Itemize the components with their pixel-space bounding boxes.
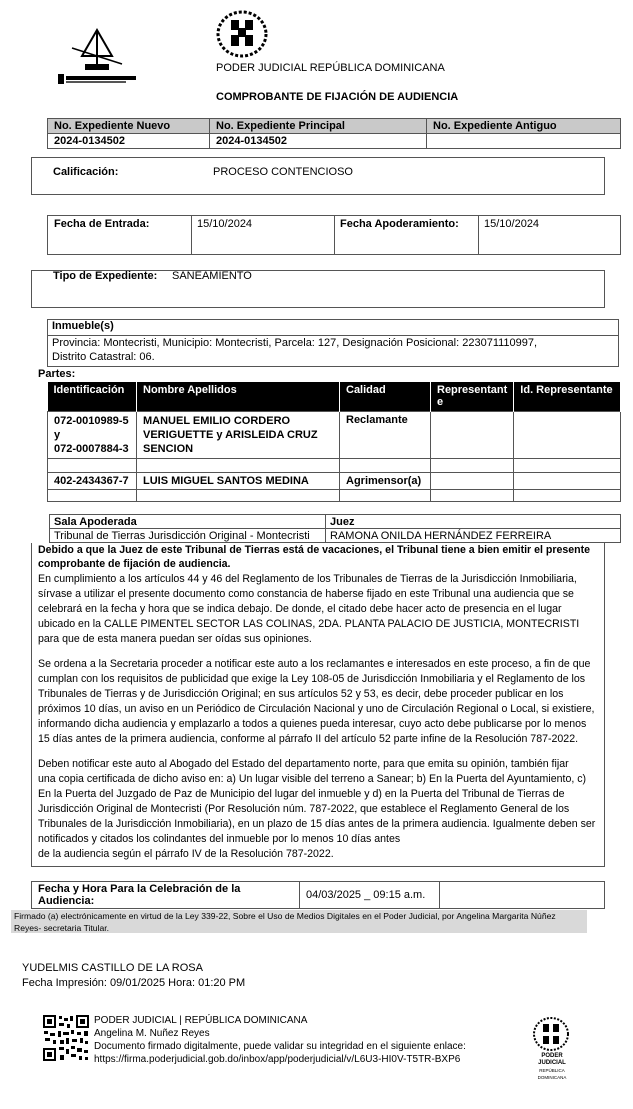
partes-name-line: SENCION bbox=[143, 442, 194, 455]
text-line: cumplan con los requisitos de publicidad que exige la Ley 108-05 de Jurisdicción Inmobiliaria y el Reglamento de los bbox=[38, 673, 586, 685]
text-line: Tribunales de la Jurisdicción Inmobiliaria), en un plazo de 15 días antes de la primera audiencia. Igualmente deben ser bbox=[38, 818, 596, 830]
juez-value: RAMONA ONILDA HERNÁNDEZ FERREIRA bbox=[326, 529, 621, 543]
juez-header: Juez bbox=[326, 515, 621, 529]
coat-of-arms-logo bbox=[214, 8, 270, 60]
text-line: Deben notificar este auto al Abogado del Estado del departamento norte, para que emita su opinión, también fijar bbox=[38, 758, 569, 770]
text-line: 15 días antes de la primera audiencia, conforme al párrafo II del artículo 52 parte infine de la Resolución 787-2022. bbox=[38, 733, 579, 745]
firmado-line2: Reyes- secretaria Titular. bbox=[14, 922, 110, 933]
text-line: una copia certificada de dicho aviso en: a) Un lugar visible del terreno a Sanear; b) En la Puerta del Ayuntamiento, c) bbox=[38, 773, 587, 785]
validation-link[interactable]: https://firma.poderjudicial.gob.do/inbox/app/poderjudicial/v/L6U3-HI0V-T5TR-BXP6 bbox=[94, 1054, 461, 1065]
exp-value-principal: 2024-0134502 bbox=[210, 134, 427, 149]
text-line: notificados y citados los colindantes del inmueble por lo menos 10 días antes bbox=[38, 833, 401, 845]
partes-cell-id-representante bbox=[514, 411, 621, 458]
signature-text bbox=[94, 1014, 466, 1066]
text-line: sírvase a utilizar el presente documento como constancia de haberse fijado en este Tribunal una audiencia que se bbox=[38, 588, 574, 600]
text-line: celebrará en la fecha y hora que se indica debajo. De donde, el citado debe hacer acto de presencia en el lugar bbox=[38, 603, 562, 615]
partes-cell-representante bbox=[431, 472, 514, 489]
paragraph-3 bbox=[38, 757, 595, 862]
intro-line1: Debido a que la Juez de este Tribunal de Tierras está de vacaciones, el Tribunal tiene a bien emitir el presente bbox=[38, 544, 591, 556]
poder-judicial-logo-caption bbox=[528, 1053, 576, 1081]
header-title: PODER JUDICIAL REPÚBLICA DOMINICANA bbox=[216, 62, 445, 74]
audiencia-value: 04/03/2025 _ 09:15 a.m. bbox=[300, 882, 440, 909]
exp-header-antiguo: No. Expediente Antiguo bbox=[427, 119, 621, 134]
qr-code[interactable] bbox=[42, 1014, 90, 1062]
partes-name-line: VERIGUETTE y ARISLEIDA CRUZ bbox=[143, 428, 318, 441]
partes-header-identificacion: Identificación bbox=[48, 382, 137, 411]
audiencia-empty bbox=[440, 882, 605, 909]
partes-name-line: MANUEL EMILIO CORDERO bbox=[143, 414, 291, 427]
partes-cell-calidad: Reclamante bbox=[340, 411, 431, 458]
tipo-label: Tipo de Expediente: bbox=[53, 270, 158, 282]
impresion-date: Fecha Impresión: 09/01/2025 Hora: 01:20 PM bbox=[22, 977, 246, 989]
signature-line1: PODER JUDICIAL | REPÚBLICA DOMINICANA bbox=[94, 1015, 308, 1026]
partes-header-id-representante: Id. Representante bbox=[514, 382, 621, 411]
partes-id-line: y bbox=[54, 428, 61, 441]
text-line: de la audiencia según el párrafo IV de la Resolución 787-2022. bbox=[38, 848, 334, 860]
exp-value-antiguo bbox=[427, 134, 621, 149]
partes-cell-id bbox=[48, 411, 137, 458]
text-line: ubicado en la CALLE PIMENTEL SECTOR LAS COLINAS, 2DA. PLANTA PALACIO DE JUSTICIA, MONTECRISTI bbox=[38, 618, 580, 630]
jurisdiccion-inmobiliaria-logo bbox=[52, 26, 142, 90]
calificacion-label: Calificación: bbox=[53, 166, 119, 178]
partes-cell-representante bbox=[431, 411, 514, 458]
fecha-apoderamiento-value: 15/10/2024 bbox=[484, 218, 540, 230]
text-line: para que de esta manera puedan ser oídas sus opiniones. bbox=[38, 633, 312, 645]
sala-value: Tribunal de Tierras Jurisdicción Original - Montecristi bbox=[50, 529, 326, 543]
text-line: Tribunales de Tierras y de Jurisdicción Original; en sus artículos 52 y 53, es decir, debe proceder publicar en los bbox=[38, 688, 564, 700]
exp-header-principal: No. Expediente Principal bbox=[210, 119, 427, 134]
firmado-line1: Firmado (a) electrónicamente en virtud de la Ley 339-22, Sobre el Uso de Medios Digitales en el Poder Judicial, por Angelina Margarita Núñez bbox=[14, 911, 556, 921]
text-line: informando dicha audiencia y emplazarlo a todos a quienes pueda interesar, cuyo acto debe publicarse por lo menos bbox=[38, 718, 587, 730]
text-line: Jurisdicción Original de Montecristi (Por Resolución núm. 787-2022, que establece el Reglamento General de los bbox=[38, 803, 570, 815]
tipo-value: SANEAMIENTO bbox=[172, 270, 252, 282]
signature-line3: Documento firmado digitalmente, puede validar su integridad en el siguiente enlace: bbox=[94, 1041, 466, 1052]
partes-label: Partes: bbox=[38, 368, 76, 380]
table-row bbox=[48, 472, 621, 489]
header-subtitle: COMPROBANTE DE FIJACIÓN DE AUDIENCIA bbox=[216, 91, 459, 103]
exp-header-nuevo: No. Expediente Nuevo bbox=[48, 119, 210, 134]
partes-id-line: 072-0010989-5 bbox=[54, 414, 129, 427]
partes-cell-id: 402-2434367-7 bbox=[48, 472, 137, 489]
fecha-apoderamiento-label: Fecha Apoderamiento: bbox=[340, 218, 459, 230]
fecha-entrada-value: 15/10/2024 bbox=[197, 218, 253, 230]
partes-header-representante: Representant e bbox=[431, 382, 514, 411]
sala-header: Sala Apoderada bbox=[50, 515, 326, 529]
partes-header-calidad: Calidad bbox=[340, 382, 431, 411]
signature-line2: Angelina M. Nuñez Reyes bbox=[94, 1028, 210, 1039]
logo-caption-line1: PODER JUDICIAL bbox=[538, 1053, 566, 1066]
table-row bbox=[48, 411, 621, 458]
text-line: En cumplimiento a los artículos 44 y 46 del Reglamento de los Tribunales de Tierras de la Jurisdicción Inmobiliaria, bbox=[38, 573, 577, 585]
impresion-name: YUDELMIS CASTILLO DE LA ROSA bbox=[22, 962, 203, 974]
expediente-table bbox=[47, 118, 621, 149]
poder-judicial-logo bbox=[531, 1016, 571, 1052]
calificacion-value: PROCESO CONTENCIOSO bbox=[213, 166, 353, 178]
inmueble-label: Inmueble(s) bbox=[52, 320, 114, 332]
text-line: Se ordena a la Secretaria proceder a notificar este auto a los reclamantes e interesados en este proceso, a fin de que bbox=[38, 658, 591, 670]
paragraph-1 bbox=[38, 572, 579, 647]
partes-cell-nombre: LUIS MIGUEL SANTOS MEDINA bbox=[137, 472, 340, 489]
text-line: En la Puerta del Juzgado de Paz de Municipio del lugar del inmueble y d) en la Puerta del Tribunal de Tierras de bbox=[38, 788, 565, 800]
text-line: próximos 10 días, un aviso en un Periódico de Circulación Nacional y uno de Circulación Regional o Local, si existiere, bbox=[38, 703, 595, 715]
inmueble-line2: Distrito Catastral: 06. bbox=[52, 351, 155, 363]
sala-table bbox=[49, 514, 621, 543]
firmado-notice bbox=[11, 910, 587, 933]
audiencia-label: Fecha y Hora Para la Celebración de la Audiencia: bbox=[32, 882, 300, 909]
partes-header-nombre: Nombre Apellidos bbox=[137, 382, 340, 411]
fecha-entrada-label: Fecha de Entrada: bbox=[54, 218, 150, 230]
partes-table bbox=[47, 382, 621, 502]
partes-cell-id-representante bbox=[514, 472, 621, 489]
partes-id-line: 072-0007884-3 bbox=[54, 442, 129, 455]
logo-caption-line2: REPÚBLICA DOMINICANA bbox=[537, 1068, 567, 1080]
partes-cell-nombre bbox=[137, 411, 340, 458]
exp-value-nuevo: 2024-0134502 bbox=[48, 134, 210, 149]
intro-line2: comprobante de fijación de audiencia. bbox=[38, 558, 231, 570]
inmueble-line1: Provincia: Montecristi, Municipio: Montecristi, Parcela: 127, Designación Posicional: 223071110997, bbox=[52, 337, 538, 349]
partes-cell-calidad: Agrimensor(a) bbox=[340, 472, 431, 489]
audiencia-table bbox=[31, 881, 605, 909]
paragraph-2 bbox=[38, 657, 594, 747]
